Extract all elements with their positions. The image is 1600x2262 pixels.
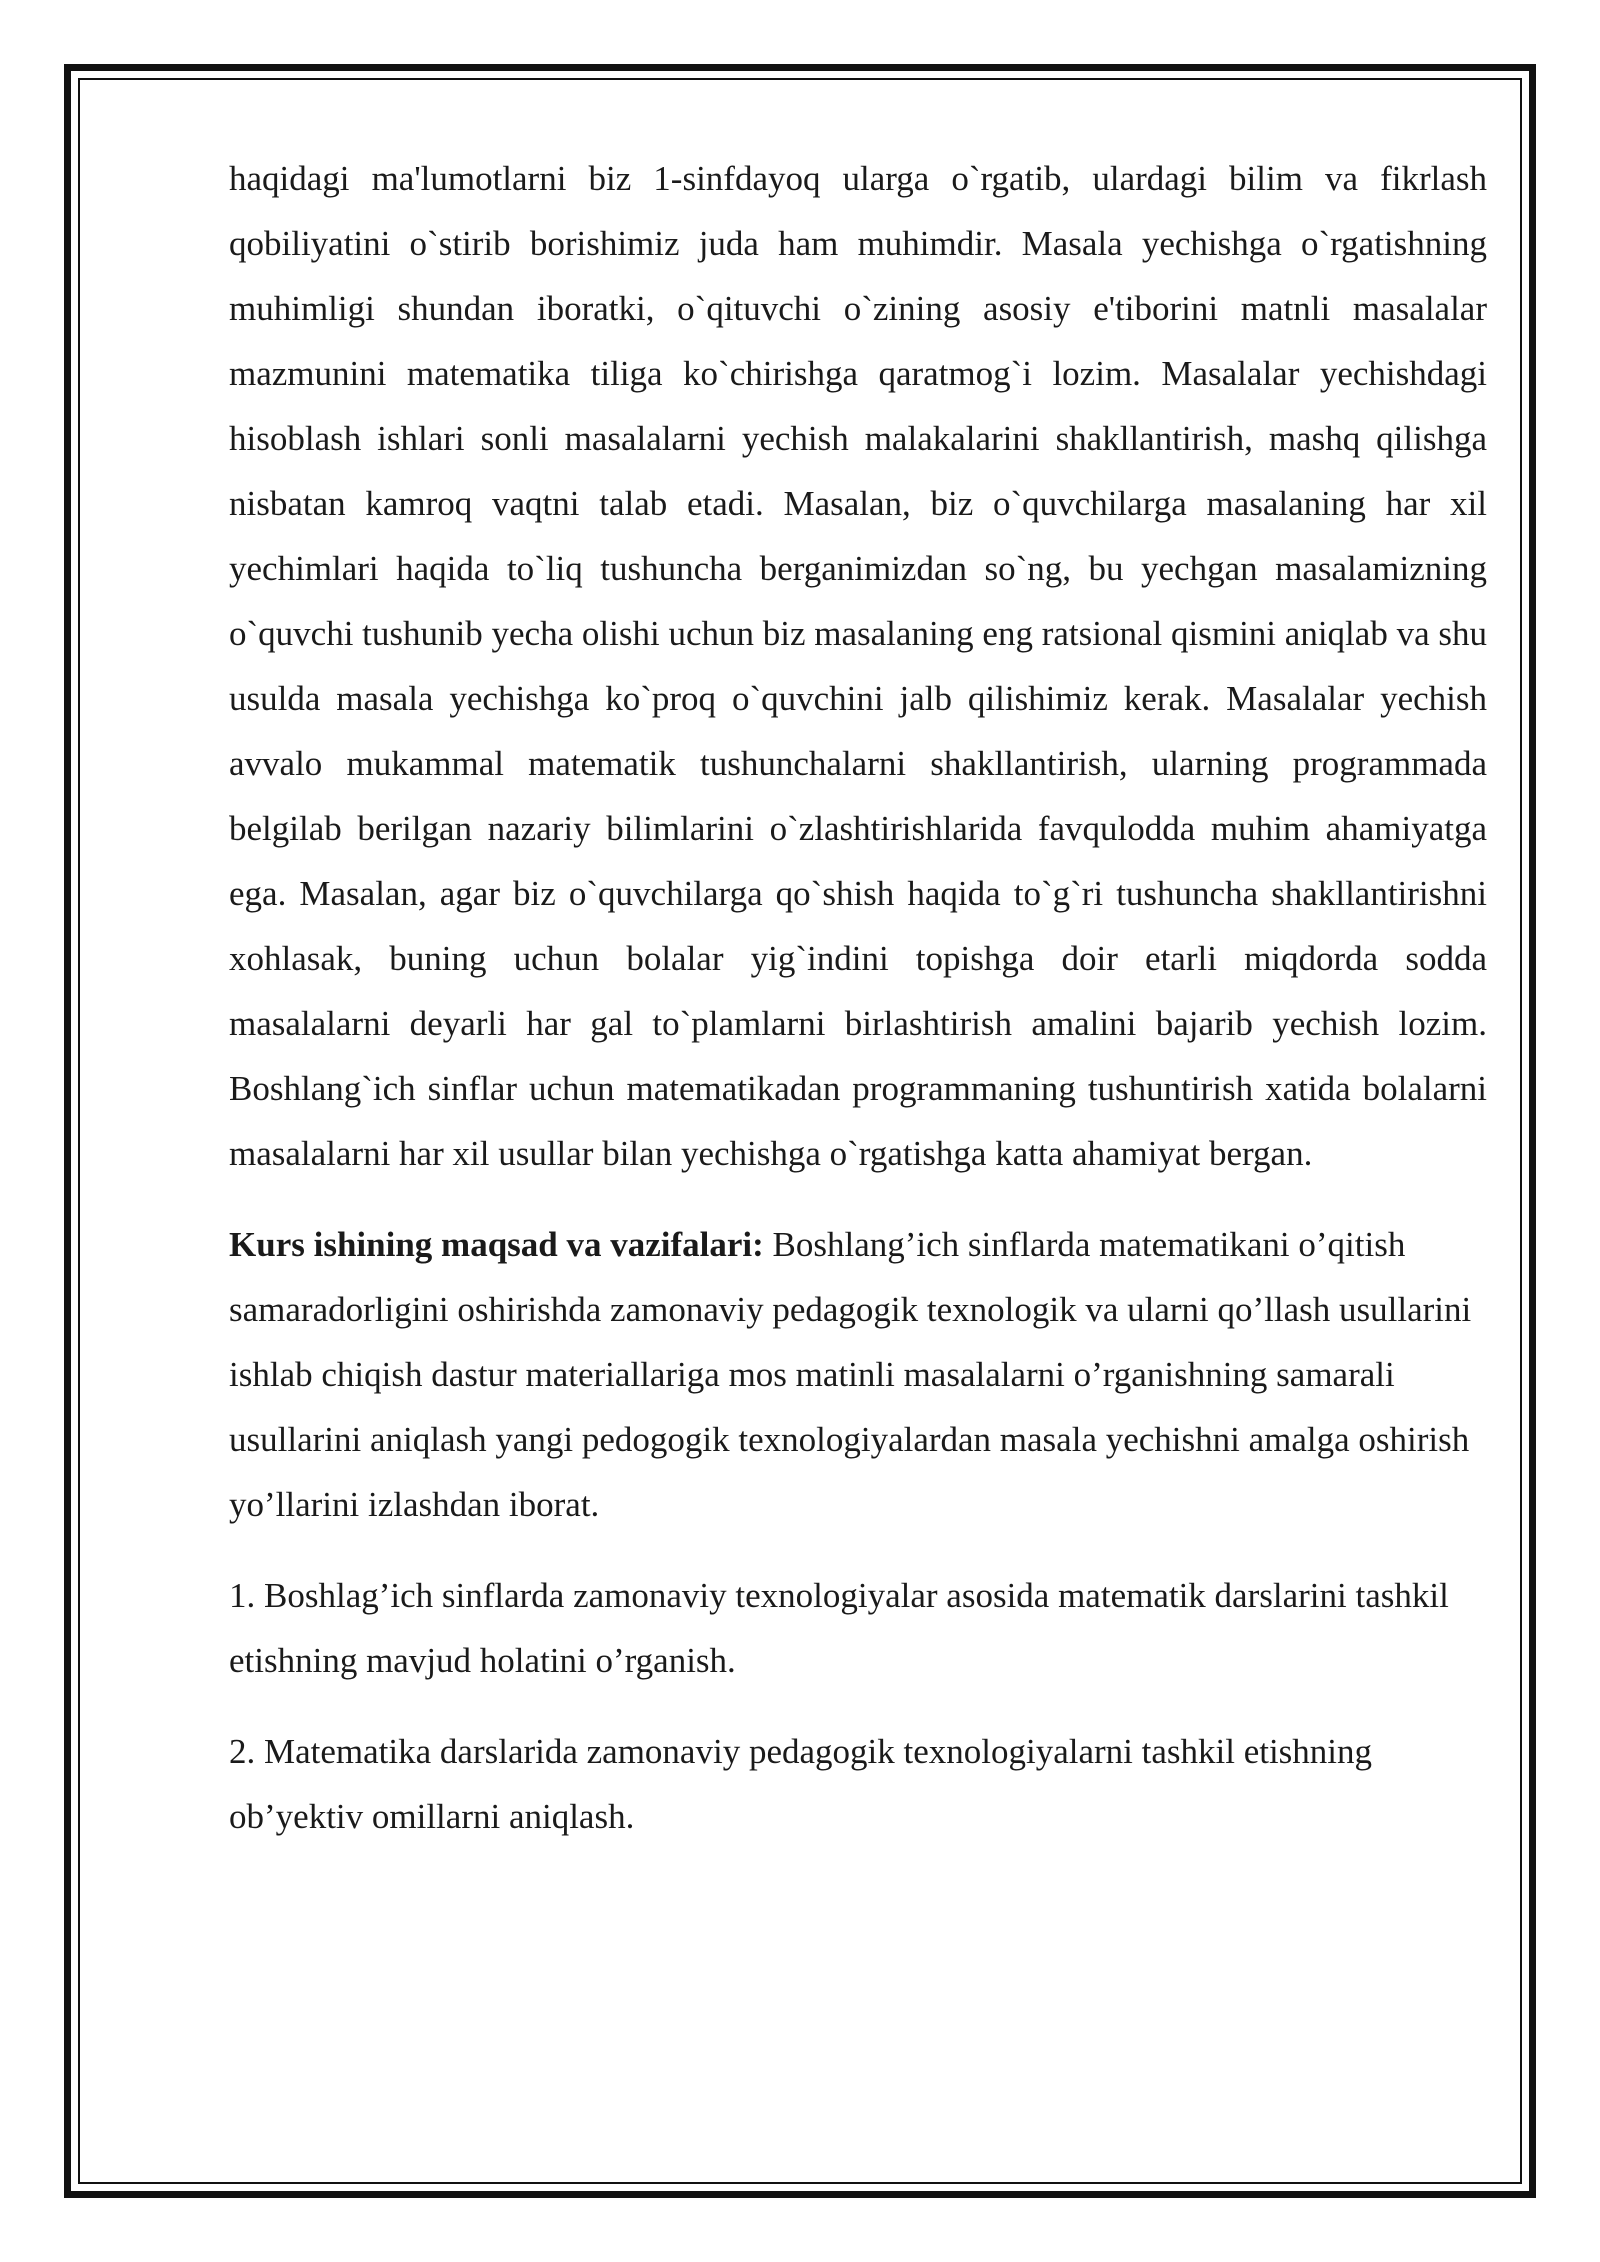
task-item-2: 2. Matematika darslarida zamonaviy pedagogik texnologiyalarni tashkil etishning ob’yektiv omillarni aniqlash.: [229, 1732, 1373, 1836]
task-item-1: 1. Boshlag’ich sinflarda zamonaviy texnologiyalar asosida matematik darslarini tashkil etishning mavjud holatini o’rganish.: [229, 1576, 1449, 1680]
goals-paragraph: [229, 1212, 1487, 1537]
goals-text: Boshlang’ich sinflarda matematikani o’qitish samaradorligini oshirishda zamonaviy pedagogik texnologik va ularni qo’llash usullarini ishlab chiqish dastur materiallariga mos matinli masalalarni o’rganishning samarali usullarini aniqlash yangi pedogogik texnologiyalardan masala yechishni amalga oshirish yo’llarini izlashdan iborat.: [229, 1225, 1472, 1524]
document-body: [229, 146, 1487, 1849]
intro-paragraph: haqidagi ma'lumotlarni biz 1-sinfdayoq ularga o`rgatib, ulardagi bilim va fikrlash qobiliyatini o`stirib borishimiz juda ham muhimdir. Masala yechishga o`rgatishning muhimligi shundan iboratki, o`qituvchi o`zining asosiy e'tiborini matnli masalalar mazmunini matematika tiliga ko`chirishga qaratmog`i lozim. Masalalar yechishdagi hisoblash ishlari sonli masalalarni yechish malakalarini shakllantirish, mashq qilishga nisbatan kamroq vaqtni talab etadi. Masalan, biz o`quvchilarga masalaning har xil yechimlari haqida to`liq tushuncha berganimizdan so`ng, bu yechgan masalamizning o`quvchi tushunib yecha olishi uchun biz masalaning eng ratsional qismini aniqlab va shu usulda masala yechishga ko`proq o`quvchini jalb qilishimiz kerak. Masalalar yechish avvalo mukammal matematik tushunchalarni shakllantirish, ularning programmada belgilab berilgan nazariy bilimlarini o`zlashtirishlarida favqulodda muhim ahamiyatga ega. Masalan, agar biz o`quvchilarga qo`shish haqida to`g`ri tushuncha shakllantirishni xohlasak, buning uchun bolalar yig`indini topishga doir etarli miqdorda sodda masalalarni deyarli har gal to`plamlarni birlashtirish amalini bajarib yechish lozim. Boshlang`ich sinflar uchun matematikadan programmaning tushuntirish xatida bolalarni masalalarni har xil usullar bilan yechishga o`rgatishga katta ahamiyat bergan.: [229, 159, 1487, 1173]
goals-heading: Kurs ishining maqsad va vazifalari:: [229, 1225, 764, 1264]
